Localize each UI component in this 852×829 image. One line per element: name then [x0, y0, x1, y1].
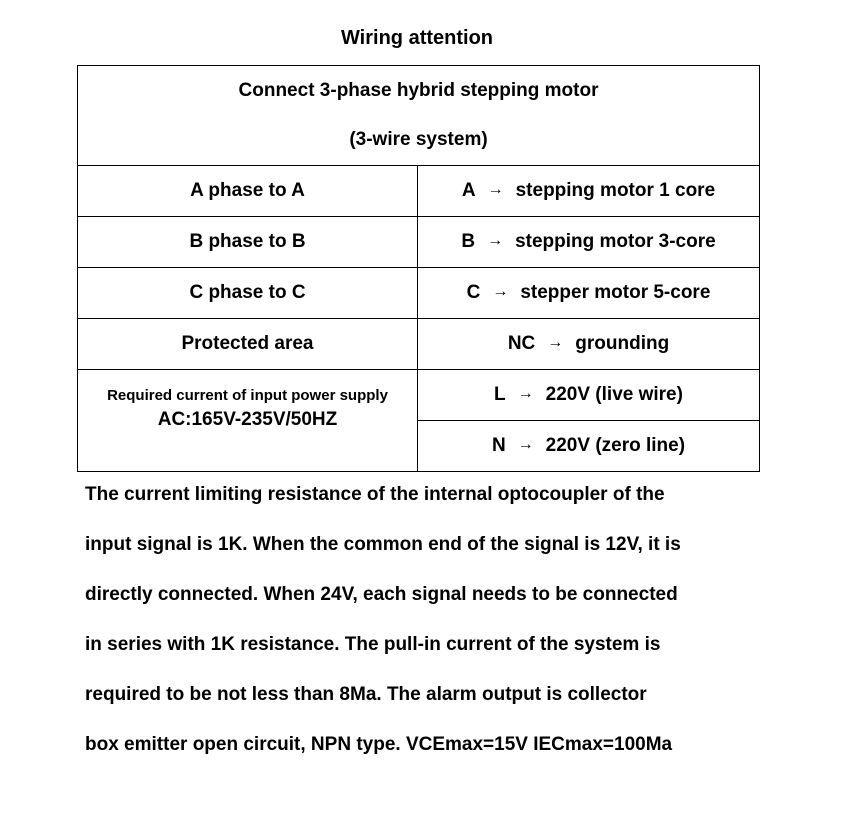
wire-mapping — [418, 268, 760, 319]
header-line-1: Connect 3-phase hybrid stepping motor — [238, 80, 599, 101]
arrow-right-icon: → — [517, 385, 534, 402]
paragraph-line: box emitter open circuit, NPN type. VCEmax=15V IECmax=100Ma — [85, 734, 673, 755]
arrow-right-icon: → — [492, 283, 509, 300]
power-supply-cell — [78, 370, 418, 472]
arrow-right-icon: → — [487, 181, 504, 198]
phase-label: C phase to C — [78, 268, 418, 319]
terminal-target: stepper motor 5-core — [520, 282, 711, 303]
terminal-code: N — [491, 435, 506, 456]
wire-mapping — [418, 421, 760, 472]
arrow-right-icon: → — [547, 334, 564, 351]
wire-mapping — [418, 370, 760, 421]
phase-label: A phase to A — [78, 166, 418, 217]
paragraph-line: required to be not less than 8Ma. The alarm output is collector — [85, 684, 647, 705]
terminal-target: stepping motor 1 core — [515, 180, 716, 201]
arrow-right-icon: → — [517, 436, 534, 453]
paragraph-line: The current limiting resistance of the internal optocoupler of the — [85, 484, 665, 505]
notes-paragraph — [85, 470, 785, 770]
paragraph-line: input signal is 1K. When the common end of the signal is 12V, it is — [85, 534, 681, 555]
terminal-target: grounding — [575, 333, 670, 354]
phase-label: Protected area — [78, 319, 418, 370]
header-line-2: (3-wire system) — [349, 129, 488, 150]
terminal-code: NC — [507, 333, 536, 354]
table-row — [78, 268, 760, 319]
terminal-code: C — [466, 282, 481, 303]
table-row — [78, 370, 760, 421]
page-title: Wiring attention — [340, 27, 494, 49]
terminal-code: L — [494, 384, 506, 405]
terminal-target: 220V (live wire) — [545, 384, 683, 405]
table-row — [78, 166, 760, 217]
terminal-target: stepping motor 3-core — [515, 231, 716, 252]
paragraph-line: in series with 1K resistance. The pull-in current of the system is — [85, 634, 661, 655]
arrow-right-icon: → — [487, 232, 504, 249]
table-header-row — [78, 66, 760, 166]
wire-mapping — [418, 166, 760, 217]
wire-mapping — [418, 319, 760, 370]
table-header — [78, 66, 760, 166]
phase-label: B phase to B — [78, 217, 418, 268]
terminal-code: B — [461, 231, 476, 252]
power-supply-value: AC:165V-235V/50HZ — [157, 408, 338, 430]
power-supply-label: Required current of input power supply — [107, 386, 388, 404]
terminal-target: 220V (zero line) — [545, 435, 686, 456]
table-row — [78, 319, 760, 370]
paragraph-line: directly connected. When 24V, each signal needs to be connected — [85, 584, 678, 605]
terminal-code: A — [461, 180, 476, 201]
wiring-table — [77, 65, 760, 472]
wire-mapping — [418, 217, 760, 268]
table-row — [78, 217, 760, 268]
